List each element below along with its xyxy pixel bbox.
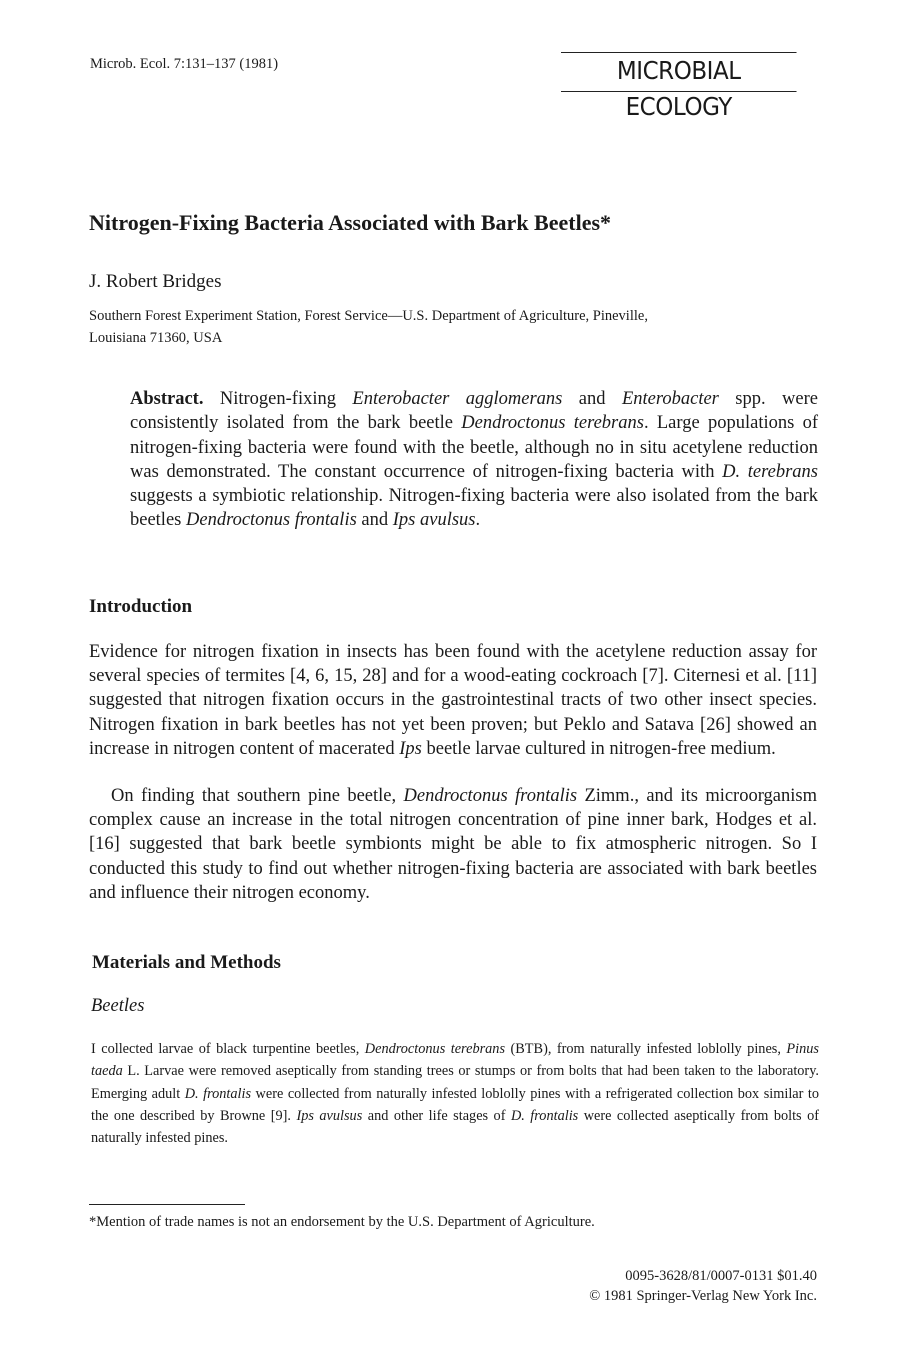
article-title: Nitrogen-Fixing Bacteria Associated with Bark Beetles*: [89, 210, 612, 235]
paragraph-text: Evidence for nitrogen fixation in insects has been found with the acetylene reduction assay for several species of termites [4, 6, 15, 28] and for a wood-eating cockroach [7]. Citernesi et al. [11] suggested that nitrogen fixation occurs in the gastrointestinal tracts of two other insect species. Nitrogen fixation in bark beetles has not yet been proven; but Peklo and Satava [26] showed an increase in nitrogen content of macerated: [89, 642, 817, 759]
species-name: Pinus taeda: [91, 1041, 819, 1080]
paragraph-text: beetle larvae cultured in nitrogen-free medium.: [421, 738, 776, 759]
paragraph-text: Zimm., and its microorganism complex cause an increase in the total nitrogen concentration of pine inner bark, Hodges et al. [16] suggested that bark beetle symbionts might be able to fix atmospheric nitrogen. So I conducted this study to find out whether nitrogen-fixing bacteria are associated with bark beetles and influence their nitrogen economy.: [89, 786, 817, 903]
species-name: Ips avulsus: [296, 1107, 363, 1124]
paragraph-text: On finding that southern pine beetle,: [111, 786, 404, 806]
abstract-text: Nitrogen-fixing: [203, 389, 353, 409]
species-name: Ips avulsus: [392, 510, 476, 531]
paragraph-text: I collected larvae of black turpentine beetles,: [91, 1041, 365, 1057]
species-name: Ips: [399, 738, 422, 759]
species-name: Dendroctonus terebrans: [364, 1041, 506, 1057]
journal-citation: Microb. Ecol. 7:131–137 (1981): [90, 56, 279, 72]
affiliation-line: Louisiana 71360, USA: [89, 330, 223, 346]
journal-logo: MICROBIAL ECOLOGY: [561, 52, 797, 92]
abstract-text: . Large populations of nitrogen-fixing bacteria were found with the beetle, although no in situ acetylene reduction was demonstrated. The constant occurrence of nitrogen-fixing bacteria with: [130, 413, 818, 482]
section-heading-methods: Materials and Methods: [92, 952, 281, 973]
paragraph-text: were collected aseptically from bolts of naturally infested pines.: [91, 1107, 819, 1147]
abstract-text: suggests a symbiotic relationship. Nitrogen-fixing bacteria were also isolated from the bark beetles: [130, 486, 818, 531]
species-name: Dendroctonus frontalis: [403, 786, 578, 806]
paragraph-text: L. Larvae were removed aseptically from standing trees or stumps or from bolts that had been taken to the laboratory. Emerging adult: [91, 1063, 819, 1102]
species-name: D. terebrans: [722, 461, 818, 482]
footnote-divider: [89, 1204, 245, 1205]
abstract-label: Abstract.: [130, 389, 204, 409]
abstract: [130, 387, 818, 533]
abstract-text: and: [356, 510, 393, 531]
species-name: Enterobacter agglomerans: [352, 389, 563, 409]
subsection-heading-beetles: Beetles: [91, 996, 145, 1016]
issn-code: 0095-3628/81/0007-0131 $01.40: [625, 1268, 817, 1284]
section-heading-introduction: Introduction: [89, 596, 193, 617]
methods-paragraph: [91, 1038, 819, 1149]
author-name: J. Robert Bridges: [89, 271, 222, 292]
introduction-paragraph-2: [89, 784, 817, 905]
paragraph-text: were collected from naturally infested loblolly pines with a refrigerated collection box similar to the one described by Browne [9].: [91, 1085, 820, 1124]
paragraph-text: and other life stages of: [362, 1107, 511, 1124]
species-name: Dendroctonus frontalis: [186, 510, 357, 531]
species-name: D. frontalis: [184, 1085, 252, 1102]
paragraph-text: (BTB), from naturally infested loblolly pines,: [505, 1041, 787, 1057]
abstract-text: .: [475, 510, 481, 531]
footnote: *Mention of trade names is not an endorsement by the U.S. Department of Agriculture.: [89, 1214, 595, 1230]
species-name: D. frontalis: [510, 1107, 579, 1124]
author-affiliation: [89, 305, 779, 349]
introduction-paragraph-1: [89, 640, 817, 761]
species-name: Enterobacter: [621, 389, 719, 409]
copyright-notice: © 1981 Springer-Verlag New York Inc.: [589, 1288, 817, 1304]
abstract-text: and: [562, 389, 622, 409]
species-name: Dendroctonus terebrans: [461, 413, 644, 434]
affiliation-line: Southern Forest Experiment Station, Forest Service—U.S. Department of Agriculture, Pineville,: [89, 308, 648, 324]
abstract-text: spp. were consistently isolated from the bark beetle: [130, 389, 818, 434]
publication-ids: [589, 1266, 817, 1306]
